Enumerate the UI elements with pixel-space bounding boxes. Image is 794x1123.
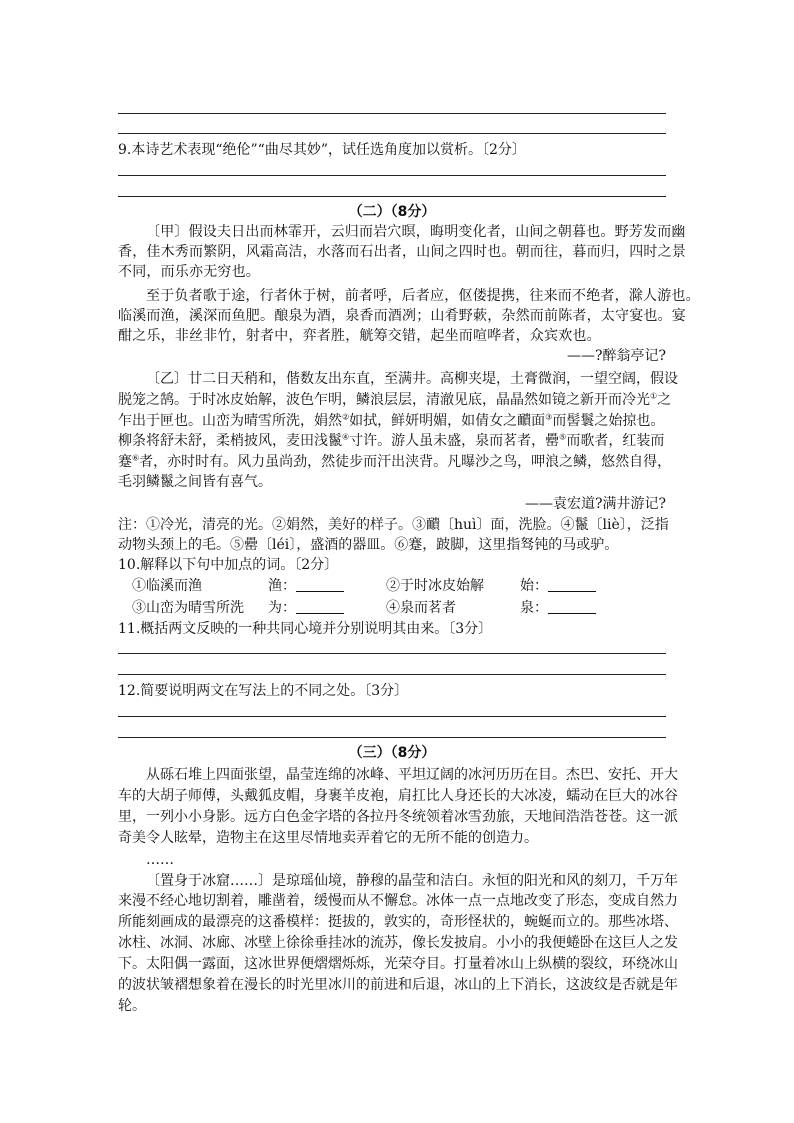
footnote-mark: ① bbox=[650, 391, 658, 401]
q10-row bbox=[118, 598, 666, 618]
text-segment: 之 bbox=[657, 392, 672, 408]
question-10: 10.解释以下句中加点的词。〔2分〕 bbox=[118, 557, 339, 573]
answer-line[interactable] bbox=[118, 653, 666, 654]
passage-3-line: 从砾石堆上四面张望，晶莹连绵的冰峰、平坦辽阔的冰河历历在目。杰巴、安托、开大 bbox=[146, 767, 678, 783]
question-9: 9.本诗艺术表现“绝伦”“曲尽其妙”，试任选角度加以赏析。〔2分〕 bbox=[118, 142, 526, 158]
source-manjing: ——袁宏道?满井游记? bbox=[524, 496, 666, 512]
text-segment: 而髻鬟之始掠也。 bbox=[552, 413, 665, 429]
passage-yi-line bbox=[118, 431, 666, 451]
passage-yi-line: 〔乙〕廿二日天稍和，偕数友出东直，至满井。高柳夹堤，土膏微润，一望空阔，假设 bbox=[146, 371, 678, 387]
footnote-mark: ③ bbox=[545, 412, 553, 422]
q10-phrase: ③山峦为晴雪所洗 bbox=[132, 600, 244, 616]
text-line: 至于负者歌于途，行者休于树，前者呼，后者应，伛偻提携，往来而不绝者，滁人游也。 bbox=[146, 288, 700, 304]
passage-jia-p2-cont bbox=[118, 306, 686, 346]
passage-4-p1 bbox=[118, 891, 678, 1016]
answer-line[interactable] bbox=[118, 175, 666, 176]
q10-word: 始： bbox=[520, 578, 548, 594]
q10-word: 泉： bbox=[520, 600, 548, 616]
text-line: 冰柱、冰洞、冰廊、冰壁上徐徐垂挂冰的流苏，像长发披肩。小小的我便蜷卧在这巨人之发 bbox=[118, 935, 678, 951]
text-line: 轮。 bbox=[118, 998, 146, 1014]
text-segment: 如拭，鲜妍明媚，如倩女之靧面 bbox=[349, 413, 546, 429]
passage-yi-line: 毛羽鳞鬣之间皆有喜气。 bbox=[118, 474, 272, 490]
text-line: 车的大胡子师傅，头戴狐皮帽，身裹羊皮袍，肩扛比人身还长的大冰凌，蠕动在巨大的冰谷 bbox=[118, 788, 678, 804]
answer-line[interactable] bbox=[118, 133, 666, 134]
text-line: 所能刻画成的最漂亮的这番模样：挺拔的，敦实的，奇形怪状的，蜿蜒而立的。那些冰塔、 bbox=[118, 914, 678, 930]
footnote-mark: ⑤ bbox=[559, 432, 567, 442]
text-line: 香，佳木秀而繁阴，风霜高洁，水落而石出者，山间之四时也。朝而往，暮而归，四时之景 bbox=[118, 244, 686, 260]
text-line: 里，一列小小身影。远方白色金字塔的各拉丹冬统领着冰雪劲旅，天地间浩浩苍苍。这一派 bbox=[118, 809, 678, 825]
footnote-mark: ⑥ bbox=[132, 453, 140, 463]
text-line: 奇美令人眩晕，造物主在这里尽情地卖弄着它的无所不能的创造力。 bbox=[118, 830, 538, 846]
section-3-heading: （三）（8分） bbox=[348, 745, 436, 761]
passage-jia-p1 bbox=[146, 222, 686, 242]
passage-yi-line bbox=[118, 411, 666, 431]
q10-blank-group bbox=[268, 598, 386, 618]
text-line: 酣之乐，非丝非竹，射者中，弈者胜，觥筹交错，起坐而喧哗者，众宾欢也。 bbox=[118, 328, 601, 344]
text-segment: 寸许。游人虽未盛，泉而茗者，罍 bbox=[349, 433, 560, 449]
footnote-mark: ② bbox=[342, 412, 350, 422]
answer-line[interactable] bbox=[118, 674, 666, 675]
q10-word: 为： bbox=[268, 600, 296, 616]
answer-blank[interactable] bbox=[548, 599, 596, 614]
passage-4-line: 〔置身于冰窟……〕是琼瑶仙境，静穆的晶莹和洁白。永恒的阳光和风的刻刀，千万年 bbox=[146, 873, 678, 889]
q10-word: 渔： bbox=[268, 578, 296, 594]
notes-line: 注：①冷光，清亮的光。②娟然，美好的样子。③靧〔huì〕面，洗脸。④鬣〔liè〕，泛指 bbox=[118, 517, 669, 533]
answer-blank[interactable] bbox=[296, 599, 344, 614]
text-line: 下。太阳偶一露面，这冰世界便熠熠烁烁，光荣夺目。打量着冰山上纵横的裂纹，环绕冰山 bbox=[118, 956, 678, 972]
answer-blank[interactable] bbox=[296, 577, 344, 592]
notes-line: 动物头颈上的毛。⑤罍〔léi〕，盛酒的器皿。⑥蹇，跛脚，这里指驽钝的马或驴。 bbox=[118, 537, 619, 553]
q10-phrase: ②于时冰皮始解 bbox=[386, 578, 484, 594]
text-segment: 蹇 bbox=[118, 454, 132, 470]
q10-phrase: ④泉而茗者 bbox=[386, 600, 456, 616]
text-line: 临溪而渔，溪深而鱼肥。酿泉为酒，泉香而酒冽；山肴野蔌，杂然而前陈者，太守宴也。宴 bbox=[118, 308, 686, 324]
passage-jia-p2 bbox=[146, 286, 700, 306]
footnote-mark: ④ bbox=[342, 432, 350, 442]
q10-row bbox=[118, 576, 666, 596]
q10-blank-group bbox=[268, 576, 386, 596]
passage-jia-p1-cont bbox=[118, 242, 686, 282]
text-segment: 乍出于匣也。山峦为晴雪所洗，娟然 bbox=[118, 413, 342, 429]
answer-line[interactable] bbox=[118, 113, 666, 114]
passage-3-p1 bbox=[118, 786, 678, 848]
passage-yi-line bbox=[118, 452, 672, 472]
text-segment: 而歌者，红装而 bbox=[566, 433, 665, 449]
answer-blank[interactable] bbox=[548, 577, 596, 592]
text-segment: 者，亦时时有。风力虽尚劲，然徒步而汗出浃背。凡曝沙之鸟，呷浪之鳞，悠然自得， bbox=[139, 454, 672, 470]
section-2-heading: （二）（8分） bbox=[348, 204, 436, 220]
text-line: 不同，而乐亦无穷也。 bbox=[118, 264, 260, 280]
q10-phrase: ①临溪而渔 bbox=[132, 578, 202, 594]
question-11: 11.概括两文反映的一种共同心境并分别说明其由来。〔3分〕 bbox=[118, 621, 493, 637]
q10-blank-group bbox=[520, 598, 620, 618]
text-line: 〔甲〕假设夫日出而林霏开，云归而岩穴暝，晦明变化者，山间之朝暮也。野芳发而幽 bbox=[146, 224, 686, 240]
q10-blank-group bbox=[520, 576, 620, 596]
text-segment: 脱笼之鹄。于时冰皮始解，波色乍明，鳞浪层层，清澈见底，晶晶然如镜之新开而冷光 bbox=[118, 392, 650, 408]
answer-line[interactable] bbox=[118, 196, 666, 197]
passage-yi-line bbox=[118, 390, 672, 410]
question-12: 12.简要说明两文在写法上的不同之处。〔3分〕 bbox=[118, 683, 409, 699]
ellipsis: …… bbox=[146, 852, 174, 868]
answer-line[interactable] bbox=[118, 716, 666, 717]
text-segment: 柳条将舒未舒，柔梢披风，麦田浅鬣 bbox=[118, 433, 342, 449]
source-zuiweng: ——?醉翁亭记? bbox=[566, 348, 666, 364]
text-line: 来漫不经心地切割着，雕凿着，缓慢而从不懈怠。冰体一点一点地改变了形态，变成自然力 bbox=[118, 893, 678, 909]
answer-line[interactable] bbox=[118, 737, 666, 738]
text-line: 的波状皱褶想象着在漫长的时光里冰川的前进和后退，冰山的上下消长，这波纹是否就是年 bbox=[118, 977, 678, 993]
